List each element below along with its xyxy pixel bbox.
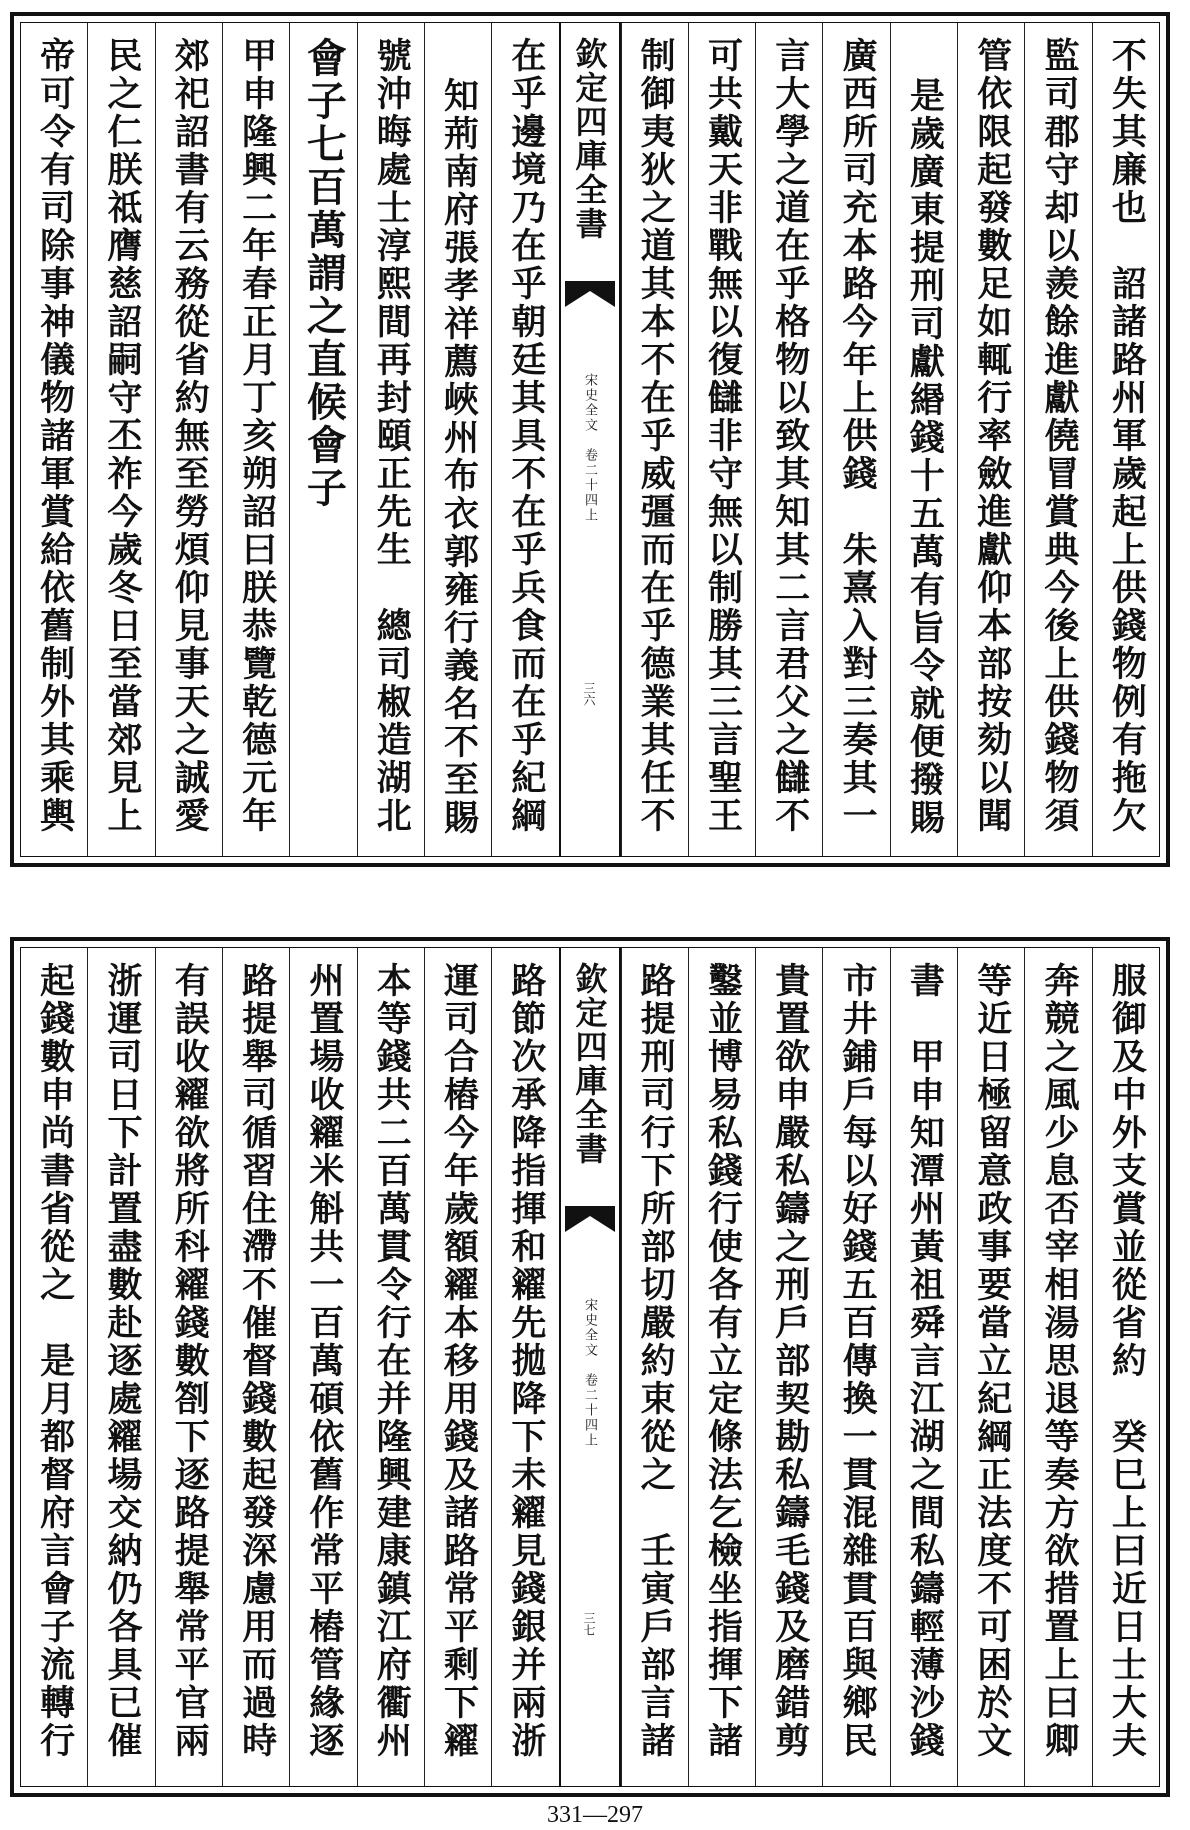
top-column-l1 <box>491 23 558 856</box>
column-text: 等近日極留意政事要當立紀綱正法度不可困於文 <box>971 962 1012 1760</box>
column-text: 路提刑司行下所部切嚴約束從之 壬寅戶部言諸 <box>635 962 676 1760</box>
top-page-text-frame <box>20 22 1160 857</box>
top-column-l5 <box>222 23 289 856</box>
bottom-column-r1 <box>1092 948 1159 1786</box>
top-column-r4 <box>890 23 957 856</box>
column-text: 是歲廣東提刑司獻緡錢十五萬有旨令就便撥賜 <box>904 77 945 837</box>
top-column-l7 <box>87 23 154 856</box>
top-column-l6 <box>155 23 222 856</box>
column-text: 本等錢共二百萬貫令行在并隆興建康鎮江府衢州 <box>371 962 412 1760</box>
fishtail-mark-icon <box>565 1206 615 1232</box>
column-text: 廣西所司充本路今年上供錢 朱熹入對三奏其一 <box>837 37 878 835</box>
book-title: 欽定四庫全書 <box>570 962 609 1166</box>
top-column-r3 <box>957 23 1024 856</box>
bottom-column-l2 <box>424 948 491 1786</box>
top-column-l4 <box>289 23 356 856</box>
top-column-r7 <box>688 23 755 856</box>
bottom-column-r8 <box>621 948 688 1786</box>
column-text: 州置場收糴米斛共一百萬碩依舊作常平樁管緣逐 <box>303 962 344 1760</box>
bottom-column-l8 <box>21 948 87 1786</box>
column-text: 帝可令有司除事神儀物諸軍賞給依舊制外其乘輿 <box>34 37 75 835</box>
bottom-column-r2 <box>1024 948 1091 1786</box>
column-text: 起錢數申尚書省從之 是月都督府言會子流轉行 <box>34 962 75 1760</box>
column-text: 路提舉司循習住滯不催督錢數起發深慮用而過時 <box>236 962 277 1760</box>
column-text: 市井鋪戶每以好錢五百傳換一貫混雜貫百與鄉民 <box>837 962 878 1760</box>
top-column-l3 <box>357 23 424 856</box>
bottom-column-r3 <box>957 948 1024 1786</box>
bottom-column-l6 <box>155 948 222 1786</box>
book-title: 欽定四庫全書 <box>570 37 609 241</box>
column-text: 書 甲申知潭州黃祖舜言江湖之間私鑄輕薄沙錢 <box>904 962 945 1760</box>
column-text: 制御夷狄之道其本不在乎威彊而在乎德業其任不 <box>635 37 676 835</box>
bottom-page-text-frame <box>20 947 1160 1787</box>
volume-label: 宋史全文 卷二十四上 <box>582 373 597 523</box>
top-column-r6 <box>755 23 822 856</box>
page-reference: 331—297 <box>547 1802 643 1828</box>
column-text: 鑿並博易私錢行使各有立定條法乞檢坐指揮下諸 <box>702 962 743 1760</box>
bottom-column-r4 <box>890 948 957 1786</box>
bottom-column-l1 <box>491 948 558 1786</box>
column-text: 會子七百萬謂之直候會子 <box>300 37 347 510</box>
column-text: 管依限起發數足如輒行率斂進獻仰本部按劾以聞 <box>971 37 1012 835</box>
bottom-column-l3 <box>357 948 424 1786</box>
column-text: 不失其廉也 詔諸路州軍歲起上供錢物例有拖欠 <box>1106 37 1147 835</box>
bottom-column-l7 <box>87 948 154 1786</box>
column-text: 貴置欲申嚴私鑄之刑戶部契勘私鑄毛錢及磨錯剪 <box>769 962 810 1760</box>
column-text: 民之仁朕祗膺慈詔嗣守丕祚今歲冬日至當郊見上 <box>101 37 142 835</box>
leaf-number: 三六 <box>582 682 596 706</box>
top-column-r5 <box>822 23 889 856</box>
bottom-column-l5 <box>222 948 289 1786</box>
top-column-r2 <box>1024 23 1091 856</box>
column-text: 言大學之道在乎格物以致其知其二言君父之讎不 <box>769 37 810 835</box>
column-text: 路節次承降指揮和糴先拋降下未糴見錢銀并兩浙 <box>505 962 546 1760</box>
column-text: 可共戴天非戰無以復讎非守無以制勝其三言聖王 <box>702 37 743 835</box>
column-text: 浙運司日下計置盡數赴逐處糴場交納仍各具已催 <box>101 962 142 1760</box>
column-text: 知荊南府張孝祥薦峽州布衣郭雍行義名不至賜 <box>438 77 479 837</box>
leaf-number: 三七 <box>582 1612 596 1636</box>
column-text: 有誤收糴欲將所科糴錢數劄下逐路提舉常平官兩 <box>169 962 210 1760</box>
top-center-fold <box>559 23 621 856</box>
top-column-l8 <box>21 23 87 856</box>
column-text: 運司合樁今年歲額糴本移用錢及諸路常平剩下糴 <box>438 962 479 1760</box>
column-text: 甲申隆興二年春正月丁亥朔詔曰朕恭覽乾德元年 <box>236 37 277 835</box>
bottom-center-fold <box>559 948 621 1786</box>
column-text: 奔競之風少息否宰相湯思退等奏方欲措置上曰卿 <box>1039 962 1080 1760</box>
column-text: 服御及中外支賞並從省約 癸巳上曰近日士大夫 <box>1106 962 1147 1760</box>
bottom-column-r6 <box>755 948 822 1786</box>
bottom-page <box>10 937 1170 1797</box>
top-page <box>10 12 1170 867</box>
top-column-r8 <box>621 23 688 856</box>
bottom-column-l4 <box>289 948 356 1786</box>
column-text: 郊祀詔書有云務從省約無至勞煩仰見事天之誠愛 <box>169 37 210 835</box>
volume-label: 宋史全文 卷二十四上 <box>582 1298 597 1448</box>
column-text: 監司郡守却以羨餘進獻僥冒賞典今後上供錢物須 <box>1039 37 1080 835</box>
top-column-r1 <box>1092 23 1159 856</box>
bottom-column-r5 <box>822 948 889 1786</box>
fishtail-mark-icon <box>565 281 615 307</box>
column-text: 號沖晦處士淳熙間再封頤正先生 總司椒造湖北 <box>371 37 412 835</box>
top-column-l2 <box>424 23 491 856</box>
column-text: 在乎邊境乃在乎朝廷其具不在乎兵食而在乎紀綱 <box>505 37 546 835</box>
bottom-column-r7 <box>688 948 755 1786</box>
